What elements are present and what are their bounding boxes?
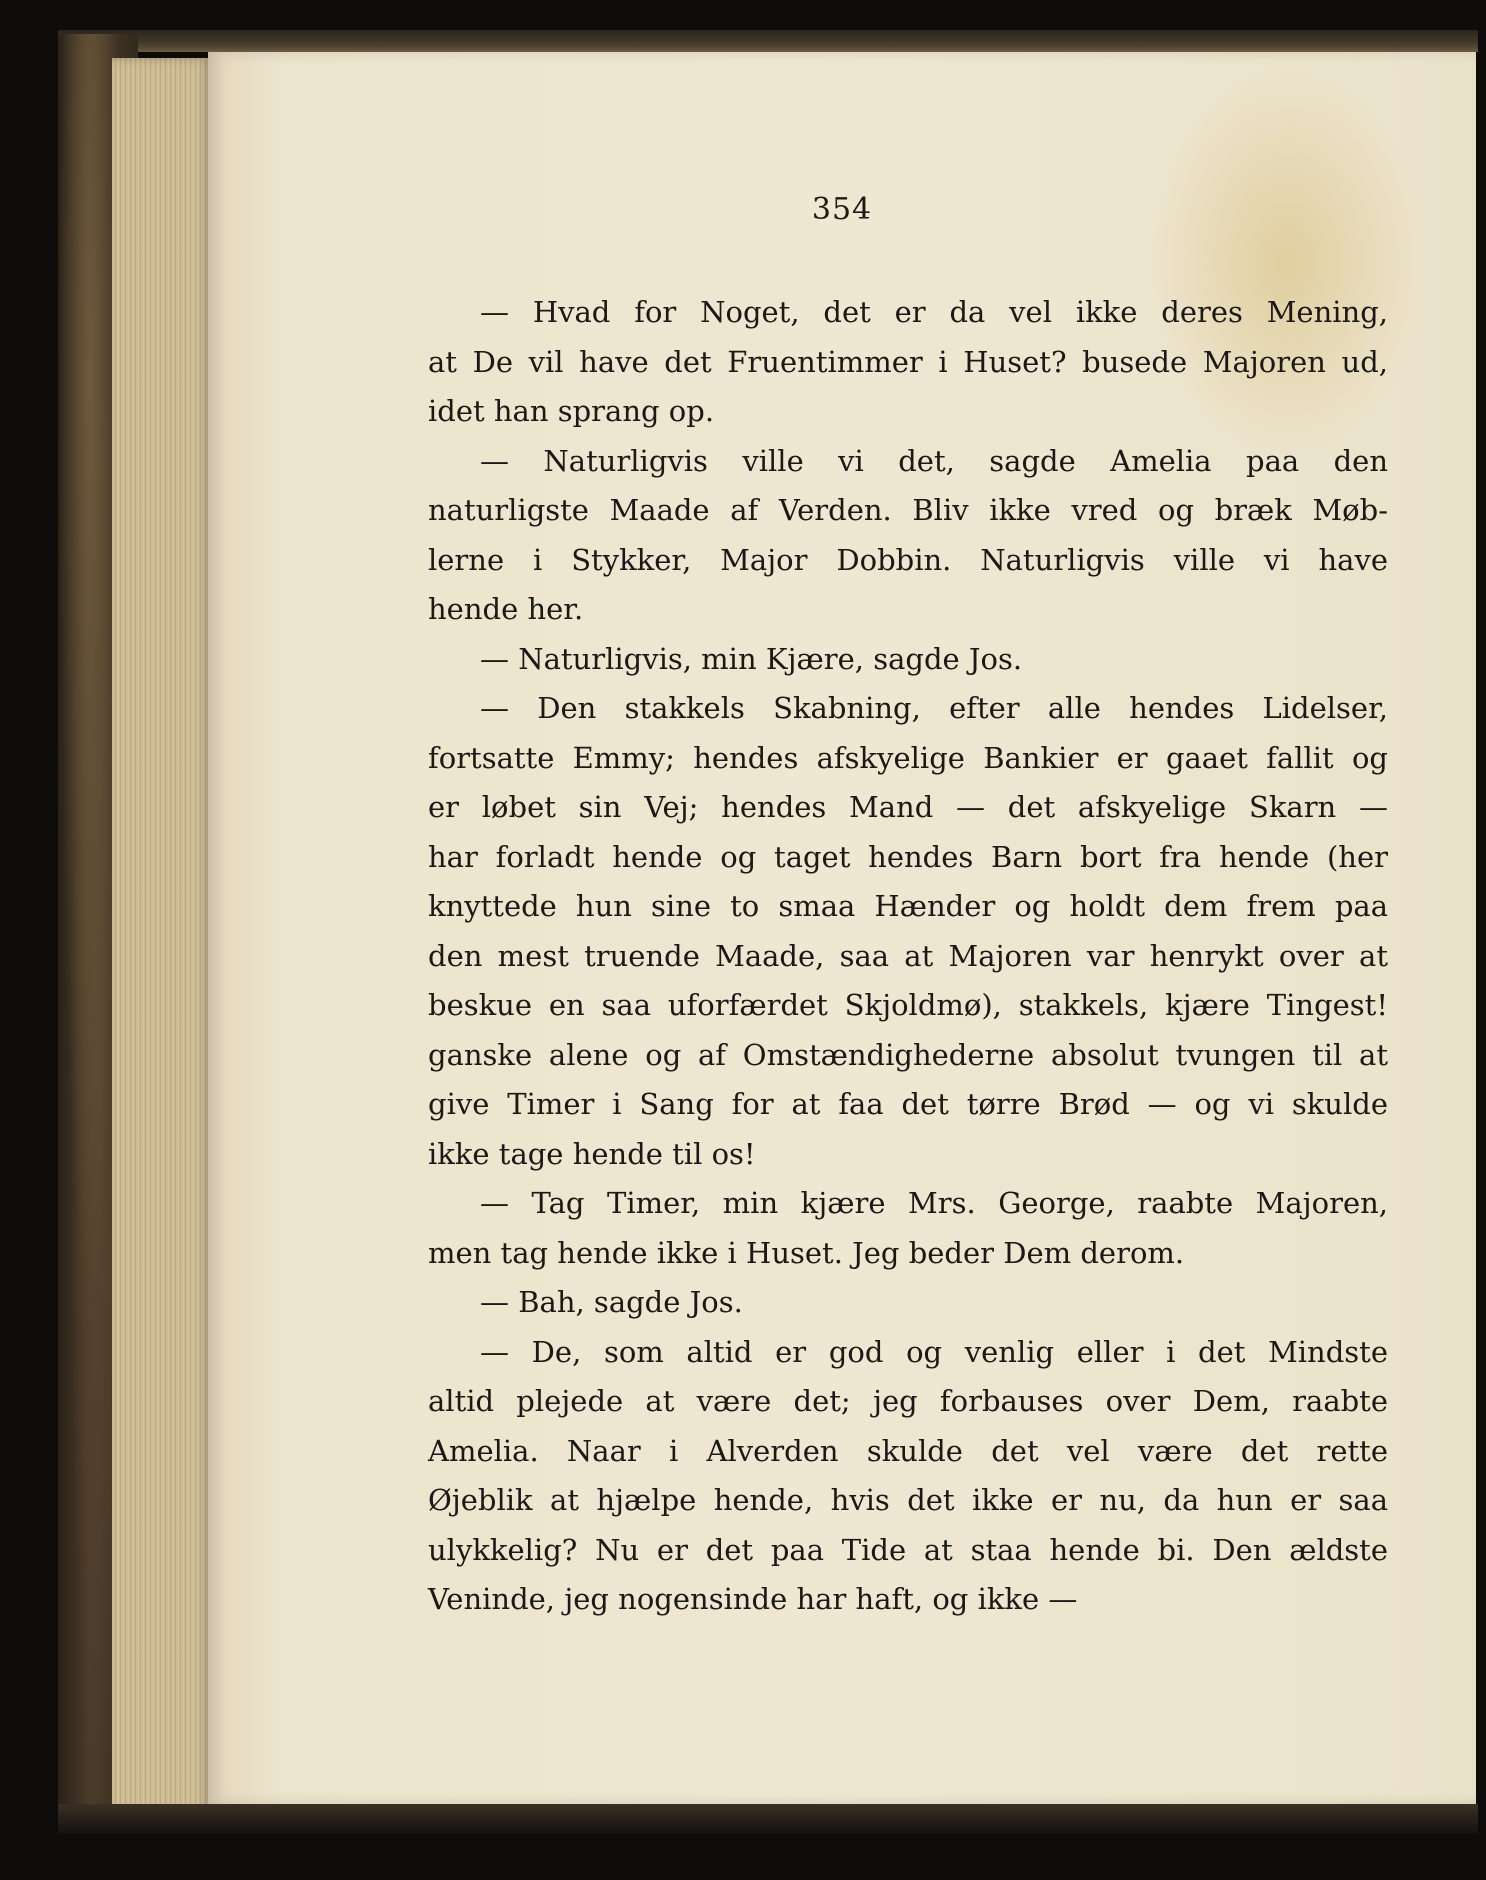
text-line: — Bah, sagde Jos.: [480, 1285, 743, 1319]
text-line: men tag hende ikke i Huset. Jeg beder Dem derom.: [428, 1235, 1185, 1270]
text-line: give Timer i Sang for at faa det tørre Brød — og vi skulde: [428, 1087, 1388, 1121]
body-text: [428, 288, 1388, 1625]
text-line: — Naturligvis ville vi det, sagde Amelia paa den: [480, 443, 1388, 478]
text-line: fortsatte Emmy; hendes afskyelige Bankier er gaaet fallit og: [428, 740, 1388, 775]
text-line: — Hvad for Noget, det er da vel ikke deres Mening,: [480, 295, 1388, 329]
text-line: — Naturligvis, min Kjære, sagde Jos.: [480, 641, 1023, 676]
text-line: Amelia. Naar i Alverden skulde det vel være det rette: [428, 1433, 1388, 1468]
page-number: 354: [811, 192, 873, 227]
text-line: naturligste Maade af Verden. Bliv ikke vred og bræk Møb-: [428, 493, 1388, 527]
text-line: idet han sprang op.: [428, 394, 715, 428]
book-top-edge: [58, 30, 1478, 52]
text-line: beskue en saa uforfærdet Skjoldmø), stakkels, kjære Tingest!: [428, 988, 1388, 1022]
text-line: ulykkelig? Nu er det paa Tide at staa hende bi. Den ældste: [428, 1532, 1388, 1567]
book-page: [208, 52, 1476, 1804]
text-line: ganske alene og af Omstændighederne absolut tvungen til at: [428, 1037, 1388, 1072]
text-line: at De vil have det Fruentimmer i Huset? busede Majoren ud,: [428, 344, 1388, 379]
text-line: har forladt hende og taget hendes Barn bort fra hende (her: [428, 839, 1388, 874]
text-line: knyttede hun sine to smaa Hænder og holdt dem frem paa: [428, 889, 1388, 923]
text-line: den mest truende Maade, saa at Majoren var henrykt over at: [428, 938, 1388, 973]
text-line: altid plejede at være det; jeg forbauses over Dem, raabte: [428, 1384, 1388, 1418]
text-line: lerne i Stykker, Major Dobbin. Naturligvis ville vi have: [428, 542, 1388, 577]
text-line: — Tag Timer, min kjære Mrs. George, raabte Majoren,: [480, 1186, 1388, 1220]
text-line: ikke tage hende til os!: [428, 1136, 756, 1171]
book-bottom-edge: [58, 1804, 1478, 1834]
text-line: Øjeblik at hjælpe hende, hvis det ikke er nu, da hun er saa: [428, 1483, 1388, 1517]
text-line: hende her.: [428, 592, 584, 626]
text-line: er løbet sin Vej; hendes Mand — det afskyelige Skarn —: [428, 790, 1388, 824]
text-line: — Den stakkels Skabning, efter alle hendes Lidelser,: [480, 691, 1388, 725]
page-block-edges: [112, 58, 212, 1818]
text-line: Veninde, jeg nogensinde har haft, og ikke —: [428, 1582, 1078, 1616]
text-line: — De, som altid er god og venlig eller i det Mindste: [480, 1334, 1388, 1369]
